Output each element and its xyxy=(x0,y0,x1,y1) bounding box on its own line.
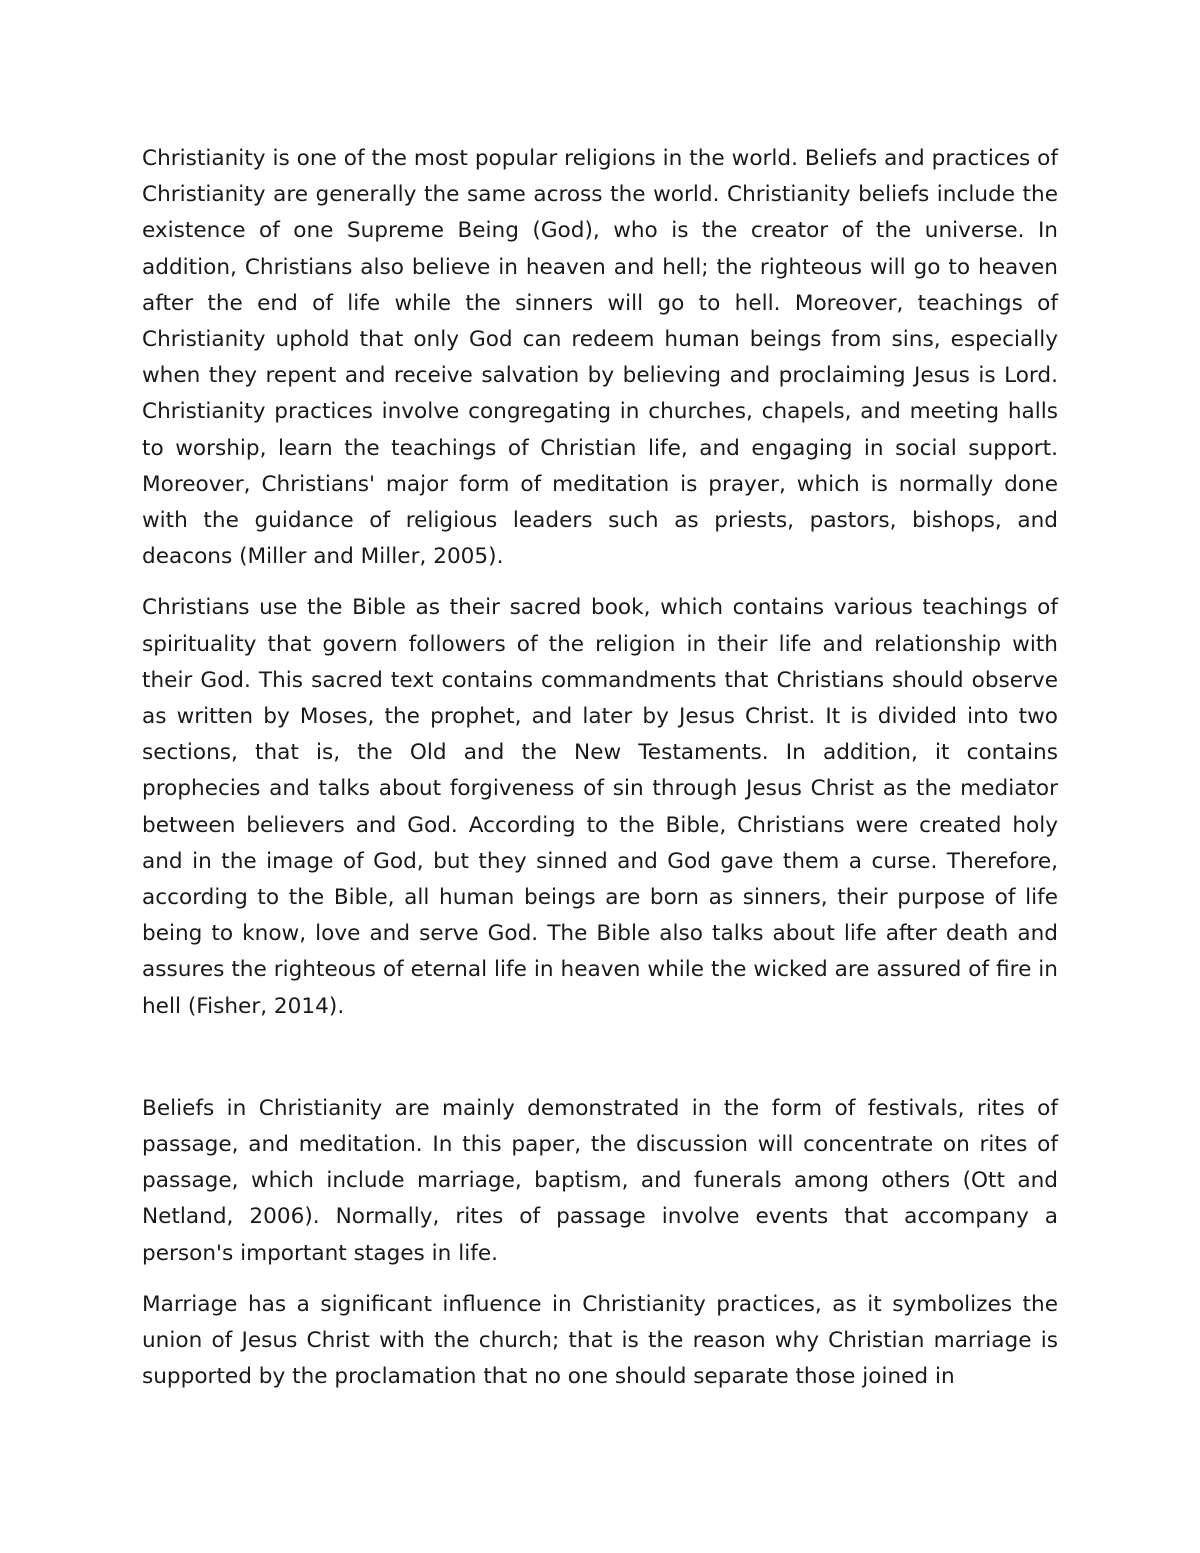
paragraph-bible: Christians use the Bible as their sacred book, which contains various teachings of spirituality that govern followers of the religion in their life and relationship with their God. This sacred text contains commandments that Christians should observe as written by Moses, the prophet, and later by Jesus Christ. It is divided into two sections, that is, the Old and the New Testaments. In addition, it contains prophecies and talks about forgiveness of sin through Jesus Christ as the mediator between believers and God. According to the Bible, Christians were created holy and in the image of God, but they sinned and God gave them a curse. Therefore, according to the Bible, all human beings are born as sinners, their purpose of life being to know, love and serve God. The Bible also talks about life after death and assures the righteous of eternal life in heaven while the wicked are assured of fire in hell (Fisher, 2014). xyxy=(142,595,1058,1019)
paragraph-marriage: Marriage has a significant influence in Christianity practices, as it symbolizes the union of Jesus Christ with the church; that is the reason why Christian marriage is supported by the proclamation that no one should separate those joined in xyxy=(142,1291,1058,1390)
document-body xyxy=(142,141,1058,1411)
blank-line xyxy=(142,1040,1058,1076)
paragraph-rites-of-passage: Beliefs in Christianity are mainly demonstrated in the form of festivals, rites of passage, and meditation. In this paper, the discussion will concentrate on rites of passage, which include marriage, baptism, and funerals among others (Ott and Netland, 2006). Normally, rites of passage involve events that accompany a person's important stages in life. xyxy=(142,1095,1058,1266)
paragraph-christianity-beliefs: Christianity is one of the most popular religions in the world. Beliefs and practices of Christianity are generally the same across the world. Christianity beliefs include the existence of one Supreme Being (God), who is the creator of the universe. In addition, Christians also believe in heaven and hell; the righteous will go to heaven after the end of life while the sinners will go to hell. Moreover, teachings of Christianity uphold that only God can redeem human beings from sins, especially when they repent and receive salvation by believing and proclaiming Jesus is Lord. Christianity practices involve congregating in churches, chapels, and meeting halls to worship, learn the teachings of Christian life, and engaging in social support. Moreover, Christians' major form of meditation is prayer, which is normally done with the guidance of religious leaders such as priests, pastors, bishops, and deacons (Miller and Miller, 2005). xyxy=(142,146,1058,570)
